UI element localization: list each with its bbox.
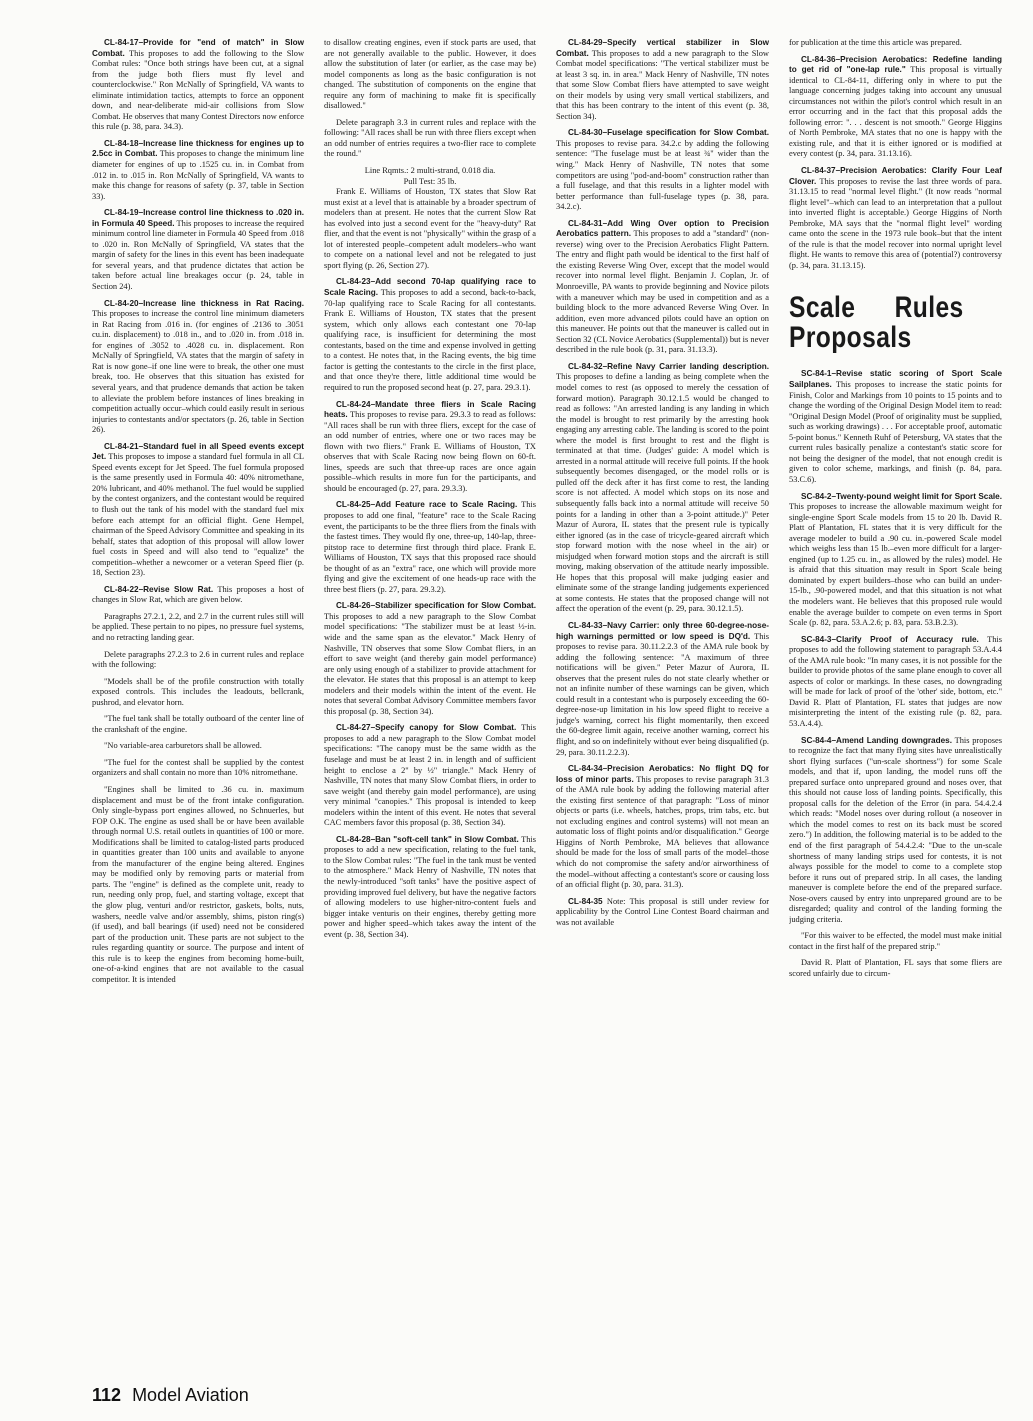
proposal-title: CL-84-19–Increase control line thickness to .020 in. in Formula 40 Speed.	[92, 208, 304, 228]
proposal-paragraph	[324, 177, 536, 188]
proposal-body: This proposes to add a "standard" (non-reverse) wing over to the Precision Aerobatics Flight Pattern. The entry and flight path would be identical to the first half of the existing Reverse Wing Over, except that the model would recover into normal level flight. Benjamin J. Coplan, Jr. of Monroeville, PA wants to provide beginning and Novice pilots with a maneuver which may be used in competition and as a building block to the more advanced Reverse Wing Over. In addition, even more advanced pilots could have an option on this maneuver. He points out that the maneuver is called out in Section 32 (CL Novice Aerobatics (Supplemental)) but is never described in the rule book (p. 31, para. 31.13.3).	[556, 229, 769, 355]
proposal-title: CL-84-30–Fuselage specification for Slow Combat.	[568, 128, 769, 138]
proposal-body: This proposes to impose a standard fuel formula in all CL Speed events except for Jet Speed. The fuel formula proposed is the same presently used in Formula 40: 40% nitromethane, 20% lubricant, and 40% methanol. The fuel would be supplied by the contest organizers, and the contestant would be required to flush out the tank of his model with the standard fuel mix before each attempt for an official flight. Gene Hempel, chairman of the Speed Advisory Committee and speaking in its behalf, states that adoption of this proposal will allow lower fuel costs in Speed and will also tend to "equalize" the competition–whether a newcomer or a veteran Speed flier (p. 18, Section 23).	[92, 452, 304, 578]
page-number: 112	[92, 1385, 122, 1405]
proposal-title: CL-84-21–Standard fuel in all Speed events except Jet.	[92, 441, 304, 462]
page-footer	[92, 1385, 249, 1406]
proposal-body: "Engines shall be limited to .36 cu. in. maximum displacement and must be of the front intake configuration. Only single-bypass port engines allowed, no Schnuerles, but FOP O.K. The engine as used shall be or have been available through normal U.S. retail outlets in quantities of 100 or more. Modifications shall be limited to catalog-listed parts produced in quantities greater than 100 units and available to anyone from the manufacturer of the engine being altered. Engines may be modified only by removing parts or material from parts. The "engine" is defined as the complete unit, ready to run, needing only prop, fuel, and starting voltage, except that the glow plug, venturi and/or restrictor, gaskets, bolts, nuts, washers, needle valve and/or assembly, shims, piston ring(s) (if used), and ball bearings (if used) need not be considered part of the production unit. These parts are not subject to the rules regarding quantity or source. The purpose and intent of this rule is to keep the engines from becoming home-built, one-of-a-kind engines that are not available to the casual competitor. It is intended	[92, 785, 304, 984]
column-3	[556, 38, 769, 1338]
proposal-body: Delete paragraph 3.3 in current rules and replace with the following: "All races shall be run with three fliers except when an odd number of entries requires a two-flier race to complete the round."	[324, 117, 536, 159]
proposal-paragraph	[92, 139, 304, 202]
proposal-paragraph	[789, 55, 1002, 160]
proposal-body: "The fuel for the contest shall be supplied by the contest organizers and shall contain no more than 10% nitromethane.	[92, 757, 304, 778]
proposal-paragraph	[556, 897, 769, 929]
proposal-title: CL-84-34–Precision Aerobatics: No flight DQ for loss of minor parts.	[556, 764, 769, 784]
proposal-body: This proposes to revise paragraph 31.3 of the AMA rule book by adding the following material after the existing first sentence of that paragraph: "Loss of minor objects or parts (i.e. wheels, hatches, props, trim tabs, etc. but not excluding engines and control systems) will not mean an automatic loss of flight points and/or disqualification." George Higgins of North Pembroke, MA believes that allowance should be made for the loss of small parts of the model–those which do not compromise the safety and/or airworthiness of the model–without affecting a contestant's score or causing loss of an official flight (p. 30, para. 31.3).	[556, 774, 769, 890]
proposal-title: SC-84-4–Amend Landing downgrades.	[801, 735, 952, 745]
column-4	[789, 38, 1002, 1338]
proposal-body: This proposes to add a new paragraph to the Slow Combat model specifications: "The vertical stabilizer must be at least 3 sq. in. in area." Mack Henry of Nashville, TN notes that some Slow Combat fliers have attempted to save weight on their models by using very small vertical stabilizers, and that this has been contrary to the intent of this event (p. 38, Section 34).	[556, 48, 769, 121]
magazine-title: Model Aviation	[132, 1385, 249, 1405]
proposal-title: CL-84-22–Revise Slow Rat.	[104, 584, 214, 594]
proposal-title: CL-84-29–Specify vertical stabilizer in Slow Combat.	[556, 38, 769, 58]
proposal-paragraph	[92, 741, 304, 752]
proposal-paragraph	[789, 958, 1002, 979]
proposal-paragraph	[556, 764, 769, 891]
proposal-paragraph	[324, 400, 536, 495]
proposal-body: Note: This proposal is still under review for applicability by the Control Line Contest Board chairman and was not available	[556, 896, 769, 927]
proposal-paragraph	[556, 362, 769, 615]
proposal-paragraph	[324, 166, 536, 177]
proposal-paragraph	[92, 585, 304, 606]
proposal-body: This proposes to change the minimum line diameter for engines of up to .1525 cu. in. in Combat from .012 in. to .015 in. Ron McNally of Springfield, VA wants to make this change for reasons of safety (p. 37, table in Section 33).	[92, 149, 304, 201]
proposal-paragraph	[556, 38, 769, 122]
proposal-body: This proposes to revise para. 34.2.c by adding the following sentence: "The fuselage must be at least ¾" wider than the wing." Mack Henry of Nashville, TN notes that some competitors are using "pod-and-boom" construction rather than a full fuselage, and that this results in a lighter model with better performance than full-fuselage types (p. 38, para. 34.2.c).	[556, 138, 769, 212]
proposal-body: This proposes to revise para. 30.11.2.2.3 of the AMA rule book by adding the following sentence: "A maximum of three notifications will be given." Peter Mazur of Aurora, IL observes that the present rules do not state clearly whether or not an infinite number of these warnings can be given, which could result in a contestant who is purposely exceeding the 60-degree-nose-up limitation in his low speed flight to receive a judge's warning, correct his flight momentarily, then exceed the 60-degree limit again, receive another warning, correct his flight, and so on indefinitely without ever being disqualified (p. 29, para. 30.11.2.2.3).	[556, 631, 769, 757]
proposal-paragraph	[92, 677, 304, 709]
proposal-body: "Models shall be of the profile construction with totally exposed controls. This includes the leadouts, bellcrank, pushrod, and elevator horn.	[92, 676, 304, 707]
proposal-body: David R. Platt of Plantation, FL says that some fliers are scored unfairly due to circum-	[789, 958, 1002, 979]
proposal-paragraph	[92, 612, 304, 644]
proposal-paragraph	[324, 187, 536, 271]
proposal-body: This proposes to add one final, "feature" race to the Scale Racing event, the participants to be the three fliers from the finals with the fastest times. They would fly one, three-up, 140-lap, three-pitstop race to determine first through third place. Frank E. Williams of Houston, TX says that this proposed race should be thought of as an "extra" race, one which will provide more flying and give the excitement of one heads-up race with the three best fliers (p. 27, para. 29.3.2).	[324, 500, 536, 594]
proposal-paragraph	[789, 369, 1002, 485]
proposal-paragraph	[92, 38, 304, 133]
proposal-body: Delete paragraphs 27.2.3 to 2.6 in current rules and replace with the following:	[92, 649, 304, 670]
proposal-body: This proposes to add the following to the Slow Combat rules: "Once both strings have been cut, at a signal from the judge both fliers must fly level and counterclockwise." Ron McNally of Springfield, VA wants to eliminate intimidation tactics, attempts to force an opponent down, and near-deliberate mid-air collisions from Slow Combat. He observes that many Contest Directors now enforce this rule (p. 38, para. 34.3).	[92, 48, 304, 132]
proposal-title: CL-84-20–Increase line thickness in Rat Racing.	[104, 298, 304, 308]
proposal-title: SC-84-3–Clarify Proof of Accuracy rule.	[801, 634, 979, 644]
proposal-body: This proposes to add a new specification, relating to the fuel tank, to the Slow Combat rules: "The fuel in the tank must be vented to the atmosphere." Mack Henry of Nashville, TN notes that the newly-introduced "soft tanks" have the positive aspect of providing improved fuel delivery, but have the negative factors of allowing modelers to use higher-nitro-content fuels and bigger intake venturis on their engines, thereby getting more power and higher speed–which takes away the intent of the event (p. 38, Section 34).	[324, 834, 536, 939]
proposal-title: CL-84-17–Provide for "end of match" in Slow Combat.	[92, 38, 304, 58]
proposal-paragraph	[324, 118, 536, 160]
proposal-body: This proposes to increase the allowable maximum weight for single-engine Sport Scale models from 15 to 20 lb. David R. Platt of Plantation, FL states that it is very difficult for the average modeler to build a .90 cu. in.-powered Scale model which weighs less than 15 lb.–even more difficult for a larger-engined (up to 1.25 cu. in., as allowed by the rules) model. He is afraid that this situation may result in Sport Scale being dominated by expert builders–those who can build an under-15-lb., .90-powered model, and that this situation is not what the modelers want. He believes that this proposed rule would enable the average builder to compete on even terms in Sport Scale (p. 82, para. 53.A.2.6; p. 83, para. 53.B.2.3).	[789, 502, 1002, 628]
proposal-paragraph	[92, 785, 304, 985]
proposal-paragraph	[324, 500, 536, 595]
proposal-body: This proposes to recognize the fact that many flying sites have unrealistically short flying surfaces ("un-scale shortness") for some Scale models, and that if, upon landing, the model runs off the prepared surface onto unprepared ground and noses over, that this should not cause loss of landing points. Specifically, this proposal calls for the deletion of the Error (in para. 54.4.2.4 which reads: "Model noses over during rollout (a noseover in which the model comes to rest on its back must be scored zero.") In addition, the following material is to be added to the end of the first paragraph of 54.4.2.4: "Due to the un-scale shortness of many landing strips used for contests, it is not always possible for the model to come to a complete stop before it runs out of prepared strip. In all cases, the landing maneuver is complete before the end of the prepared surface. Nose-overs caused by entry into unprepared ground are to be disregarded; quality and control of the landing forming the judging criteria.	[789, 735, 1002, 924]
proposal-body: This proposes to revise para. 29.3.3 to read as follows: "All races shall be run with three fliers, except for the case of an odd number of entries, where one or two races may be flown with two fliers." Frank E. Williams of Houston, TX observes that with Scale Racing now being flown on 60-ft. lines, speeds are such that three-up races are once again possible–which results in more fun for the participants, and should be encouraged (p. 27, para. 29.3.3).	[324, 410, 536, 493]
proposal-body: This proposes to increase the static points for Finish, Color and Markings from 10 points to 15 points and to change the wording of the Original Design Model item to read: "Original Design Model (Proof of originality must be supplied, such as working drawings) . . . For acceptable proof, automatic 5-point bonus." Kenneth Ruhf of Petersburg, VA states that the current rules basically penalize a contestant's static score for not being the designer of the model, that not enough credit is given to color scheme, markings, and finish (p. 84, para. 53.C.6).	[789, 380, 1002, 484]
proposal-paragraph	[556, 219, 769, 356]
column-1	[92, 38, 304, 1338]
column-4-bottom	[789, 369, 1002, 979]
proposal-paragraph	[789, 38, 1002, 49]
proposal-title: CL-84-36–Precision Aerobatics: Redefine landing to get rid of "one-lap rule."	[789, 54, 1002, 75]
proposal-body: to disallow creating engines, even if stock parts are used, that are not generally available to the public. However, it does allow the substitution of later (or earlier, as the case may be) model components as long as the basic configuration is not changed. The substitution of components on the engine that require any form of machining to make fit is specifically disallowed."	[324, 38, 536, 111]
proposal-paragraph	[92, 650, 304, 671]
proposal-body: This proposes to add the following statement to paragraph 53.A.4.4 of the AMA rule book: "In many cases, it is not possible for the builder to provide photos of the same plane enough to cover all aspects of color or markings. In these cases, no downgrading will be made for lack of proof of the 'other' side, bottom, etc." David R. Platt of Plantation, FL states that judges are now misinterpreting the intent of the existing rule (p. 82, para. 53.A.4.4).	[789, 634, 1002, 728]
proposal-title: CL-84-31–Add Wing Over option to Precision Aerobatics pattern.	[556, 218, 769, 239]
proposal-title: SC-84-1–Revise static scoring of Sport Scale Sailplanes.	[789, 369, 1002, 390]
proposal-paragraph	[324, 277, 536, 393]
proposal-title: CL-84-33–Navy Carrier: only three 60-degree-nose-high warnings permitted or low speed is DQ'd.	[556, 620, 769, 641]
proposal-body: This proposes to add a new paragraph to the Slow Combat model specifications: "The stabilizer must be at least ½-in. wide and the same span as the elevator." Mack Henry of Nashville, TN observes that some Slow Combat fliers, in an effort to save weight (and thereby gain model performance) are only using enough of a stabilizer to provide attachment for the elevator. He states that this proposal is an attempt to keep modelers and their models within the intent of the event. He notes that several Combat Advisory Committee members favor this proposal (p. 38, Section 34).	[324, 611, 536, 716]
proposal-body: Paragraphs 27.2.1, 2.2, and 2.7 in the current rules still will be applied. These pertain to no pipes, no pressure fuel systems, and no retracting landing gear.	[92, 611, 304, 642]
column-4-top	[789, 38, 1002, 271]
proposal-paragraph	[324, 38, 536, 112]
proposal-title: CL-84-27–Specify canopy for Slow Combat.	[336, 723, 517, 733]
section-heading: Scale Rules Proposals	[789, 291, 964, 355]
proposal-paragraph	[324, 601, 536, 717]
proposal-title: CL-84-26–Stabilizer specification for Slow Combat.	[336, 601, 536, 611]
proposal-body: for publication at the time this article was prepared.	[789, 38, 962, 47]
proposal-body: Line Rqmts.: 2 multi-strand, 0.018 dia.	[364, 166, 496, 176]
proposal-title: CL-84-23–Add second 70-lap qualifying race to Scale Racing.	[324, 277, 536, 298]
proposal-body: This proposes to increase the required minimum control line diameter in Formula 40 Speed from .018 to .020 in. Ron McNally of Springfield, VA states that the margin of safety for the lines in this event has been inadequate for several years, and that prudence dictates that action be taken before actual line breakages occur (p. 24, table in Section 24).	[92, 218, 304, 292]
proposal-paragraph	[789, 166, 1002, 271]
proposal-paragraph	[92, 299, 304, 436]
proposal-paragraph	[324, 835, 536, 940]
proposal-body: This proposes to add a new paragraph to the Slow Combat model specifications: "The canopy must be the same width as the fuselage and must be at least 2 in. in length and of sufficient height to enclose a 2" by ½" triangle." Mack Henry of Nashville, TN notes that many Slow Combat fliers, in order to save weight (and thereby gain model performance), are using very minimal "canopies." This proposal is intended to keep modelers within the intent of this event. He notes that several CAC members favor this proposal (p. 38, Section 34).	[324, 723, 536, 828]
proposal-title: CL-84-35	[568, 896, 603, 906]
proposal-body: "The fuel tank shall be totally outboard of the center line of the crankshaft of the engine.	[92, 714, 304, 734]
column-2	[324, 38, 536, 1338]
proposal-body: Pull Test: 35 lb.	[403, 176, 457, 186]
proposal-body: "No variable-area carburetors shall be allowed.	[104, 741, 262, 751]
proposal-body: This proposes to revise the last three words of para. 31.13.15 to read "normal level flight." (It now reads "normal flight level"–which can lead to an interpretation that a pullout into inverted flight is acceptable.) George Higgins of North Pembroke, MA says that the "normal flight level" wording came onto the scene in the 1973 rule book–but that the intent of the rule is that the model recover into normal upright level flight. He wants to remove this area of (potential?) controversy (p. 34, para. 31.13.15).	[789, 176, 1002, 270]
proposal-paragraph	[556, 621, 769, 758]
proposal-paragraph	[789, 736, 1002, 926]
proposal-paragraph	[789, 492, 1002, 629]
proposal-paragraph	[789, 635, 1002, 730]
proposal-paragraph	[789, 931, 1002, 952]
proposal-body: Frank E. Williams of Houston, TX states that Slow Rat must exist at a level that is attainable by a broader spectrum of modelers than at present. He notes that the current Slow Rat has evolved into just a second event for the "heavy-duty" Rat flier, and that the event is not "physically" within the grasp of a lot of interested people–competent adult modelers–who want to compete on a national level and not be relegated to just sport flying (p. 26, Section 27).	[324, 187, 536, 270]
proposal-paragraph	[92, 758, 304, 779]
proposal-paragraph	[92, 208, 304, 292]
proposal-body: This proposes a host of changes in Slow Rat, which are given below.	[92, 584, 304, 605]
proposal-paragraph	[556, 128, 769, 212]
proposal-body: "For this waiver to be effected, the model must make initial contact in the first half of the prepared strip."	[789, 931, 1002, 951]
proposal-paragraph	[324, 723, 536, 828]
proposal-paragraph	[92, 714, 304, 735]
proposal-title: CL-84-24–Mandate three fliers in Scale Racing heats.	[324, 399, 536, 420]
proposal-title: CL-84-25–Add Feature race to Scale Racing.	[336, 500, 518, 510]
proposal-title: CL-84-37–Precision Aerobatics: Clarify Four Leaf Clover.	[789, 166, 1002, 186]
proposal-paragraph	[92, 442, 304, 579]
proposal-body: This proposes to add a second, back-to-back, 70-lap qualifying race to Scale Racing for all contestants. Frank E. Williams of Houston, TX states that the present system, which only allows each contestant one 70-lap qualifying race, is insufficient for determining the most contestants, based on the time and expense involved in getting to a contest. He notes that, in the Racing events, the big time factor is getting the contestants to the circle in the first place, and that once they're there, little additional time would be required to run the proposed second heat (p. 27, para. 29.3.1).	[324, 288, 536, 392]
proposal-body: This proposal is virtually identical to CL-84-11, differing only in where to put the language concerning judges taking into account any unusual circumstances not within the pilot's control which result in an error occurring and in the fact that this proposal adds the following error: ". . . descent is not smooth." George Higgins of North Pembroke, MA states that no one is happy with the existing rule, and that it is either ignored or is modified at every contest (p. 34, para. 31.13.16).	[789, 65, 1002, 159]
proposal-title: CL-84-28–Ban "soft-cell tank" in Slow Combat.	[336, 834, 519, 844]
proposal-title: CL-84-32–Refine Navy Carrier landing description.	[568, 361, 769, 371]
proposal-body: This proposes to define a landing as being complete when the model comes to rest (as opposed to merely the cessation of forward motion). Paragraph 30.12.1.5 would be changed to read as follows: "An arrested landing is any landing in which the model is brought to rest primarily by the arresting hook engaging any arresting cable. The landing is scored to the point where the model is first brought to rest and the flight is terminated at that time. (Judges' guide: A model which is arrested in a normal attitude will receive full points. If the hook subsequently becomes disengaged, or the model rolls or is pulled off the deck after it has first come to rest, the landing score is not affected. A model which stops on its nose and subsequently falls back into a normal attitude will receive 50 points for a landing in other than a 3-point attitude.)" Peter Mazur of Aurora, IL states that the present rule is typically either ignored (as in the case of tricycle-geared aircraft which stop forward motion with the nose wheel in the air) or misjudged when forward motion stops and the aircraft is still moving, making observation of the attitude nearly impossible. He hopes that this proposal will make judging easier and eliminate some of the strange landing judgements experienced at some contests. He states that the proposed change will not affect the operation of the event (p. 29, para. 30.12.1.5).	[556, 372, 769, 614]
proposal-title: CL-84-18–Increase line thickness for engines up to 2.5cc in Combat.	[92, 138, 304, 159]
proposal-title: SC-84-2–Twenty-pound weight limit for Sport Scale.	[801, 491, 1002, 501]
proposal-body: This proposes to increase the control line minimum diameters in Rat Racing from .016 in. (for engines of .2136 to .3051 cu.in. displacement) to .018 in., and to .020 in. from .018 in. for engines of .3052 to .4028 cu. in. displacement. Ron McNally of Springfield, VA states that the margin of safety in Rat is now gone–if one line were to break, the other one must break, too. He observes that this situation has existed for several years, and that prudence demands that action be taken to alleviate the problem before instances of lines breaking in competition actually occur–which could easily result in serious injuries to contestants and/or spectators (p. 26, table in Section 26).	[92, 309, 304, 435]
